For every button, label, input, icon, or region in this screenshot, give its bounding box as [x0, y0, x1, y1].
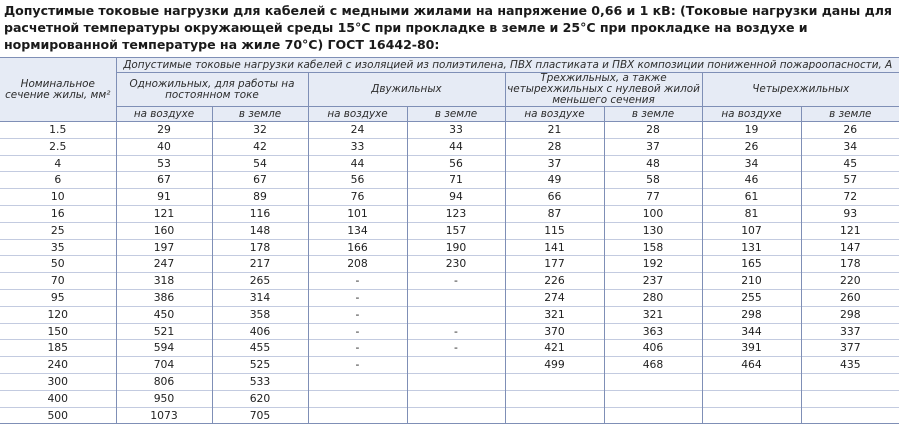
cross-section-cell: 4	[0, 155, 116, 172]
table-row	[0, 289, 899, 306]
current-value-cell	[801, 390, 899, 407]
cross-section-cell: 10	[0, 189, 116, 206]
current-value-cell: 72	[801, 189, 899, 206]
current-value-cell: 91	[116, 189, 212, 206]
current-value-cell: 45	[801, 155, 899, 172]
current-value-cell: 121	[801, 222, 899, 239]
current-value-cell: 255	[702, 289, 801, 306]
current-value-cell: 28	[505, 138, 604, 155]
current-value-cell: 468	[604, 357, 702, 374]
current-value-cell: 178	[801, 256, 899, 273]
current-value-cell: 197	[116, 239, 212, 256]
sub-header-cell: на воздухе	[308, 107, 407, 122]
current-value-cell: 321	[505, 306, 604, 323]
cross-section-cell: 240	[0, 357, 116, 374]
current-value-cell: 57	[801, 172, 899, 189]
current-value-cell: 115	[505, 222, 604, 239]
current-value-cell: 58	[604, 172, 702, 189]
group-header-four-core: Четырехжильных	[702, 73, 899, 107]
table-row	[0, 222, 899, 239]
group-header-three-core: Трехжильных, а также четырехжильных с нулевой жилой меньшего сечения	[505, 73, 702, 107]
current-value-cell: 54	[212, 155, 308, 172]
current-value-cell	[308, 390, 407, 407]
current-value-cell: 42	[212, 138, 308, 155]
current-value-cell: 314	[212, 289, 308, 306]
sub-header-cell: в земле	[407, 107, 505, 122]
current-value-cell: 208	[308, 256, 407, 273]
current-value-cell	[505, 407, 604, 424]
current-value-cell: 386	[116, 289, 212, 306]
table-row	[0, 239, 899, 256]
current-value-cell: 134	[308, 222, 407, 239]
current-value-cell: 21	[505, 122, 604, 139]
current-value-cell: 190	[407, 239, 505, 256]
current-value-cell	[604, 407, 702, 424]
current-value-cell: 158	[604, 239, 702, 256]
current-value-cell: 358	[212, 306, 308, 323]
current-value-cell: 141	[505, 239, 604, 256]
cross-section-cell: 95	[0, 289, 116, 306]
current-value-cell: 620	[212, 390, 308, 407]
current-value-cell	[702, 407, 801, 424]
current-value-cell	[407, 289, 505, 306]
current-value-cell: 178	[212, 239, 308, 256]
current-value-cell: 77	[604, 189, 702, 206]
current-value-cell: 67	[212, 172, 308, 189]
current-value-cell: 40	[116, 138, 212, 155]
sub-header-cell: на воздухе	[116, 107, 212, 122]
cross-section-cell: 50	[0, 256, 116, 273]
current-value-cell: 33	[407, 122, 505, 139]
table-row	[0, 172, 899, 189]
group-header-single-core: Одножильных, для работы на постоянном токе	[116, 73, 308, 107]
current-value-cell: 274	[505, 289, 604, 306]
current-value-cell: 100	[604, 205, 702, 222]
table-row	[0, 189, 899, 206]
current-value-cell: 71	[407, 172, 505, 189]
current-value-cell: 226	[505, 273, 604, 290]
current-value-cell: 121	[116, 205, 212, 222]
current-value-cell	[604, 373, 702, 390]
sub-header-cell: в земле	[604, 107, 702, 122]
current-value-cell: 298	[801, 306, 899, 323]
current-value-cell: 533	[212, 373, 308, 390]
page-title: Допустимые токовые нагрузки для кабелей с медными жилами на напряжение 0,66 и 1 кВ: (Токовые нагрузки даны для расчетной температуры окружающей среды 15°С при прокладке в земле и 25°С при прокладке на воздухе и нормированной температуре на жиле 70°С) ГОСТ 16442-80:	[4, 3, 892, 52]
current-value-cell: 94	[407, 189, 505, 206]
group-header-two-core: Двужильных	[308, 73, 505, 107]
current-value-cell: -	[308, 323, 407, 340]
sub-header-cell: в земле	[212, 107, 308, 122]
current-value-cell: 265	[212, 273, 308, 290]
current-value-cell: 66	[505, 189, 604, 206]
current-value-cell: 177	[505, 256, 604, 273]
cross-section-cell: 500	[0, 407, 116, 424]
table-body	[0, 122, 899, 424]
current-value-cell: -	[407, 340, 505, 357]
current-value-cell: 87	[505, 205, 604, 222]
current-value-cell	[702, 373, 801, 390]
current-value-cell: 26	[801, 122, 899, 139]
table-row	[0, 122, 899, 139]
current-value-cell: 705	[212, 407, 308, 424]
cross-section-cell: 25	[0, 222, 116, 239]
current-value-cell: 192	[604, 256, 702, 273]
current-value-cell: 217	[212, 256, 308, 273]
current-value-cell: 24	[308, 122, 407, 139]
current-value-cell: 594	[116, 340, 212, 357]
cross-section-cell: 2.5	[0, 138, 116, 155]
sub-header-cell: на воздухе	[505, 107, 604, 122]
current-value-cell	[407, 373, 505, 390]
current-value-cell: -	[308, 273, 407, 290]
current-value-cell: 318	[116, 273, 212, 290]
current-value-cell	[505, 390, 604, 407]
table-row	[0, 205, 899, 222]
current-value-cell: 56	[407, 155, 505, 172]
current-value-cell: 165	[702, 256, 801, 273]
current-value-cell: 107	[702, 222, 801, 239]
current-value-cell: 363	[604, 323, 702, 340]
current-value-cell: 44	[308, 155, 407, 172]
current-value-cell: 344	[702, 323, 801, 340]
current-value-cell	[407, 390, 505, 407]
current-value-cell	[801, 407, 899, 424]
current-value-cell: 46	[702, 172, 801, 189]
table-row	[0, 273, 899, 290]
cross-section-cell: 70	[0, 273, 116, 290]
current-value-cell: 44	[407, 138, 505, 155]
current-value-cell: 89	[212, 189, 308, 206]
table-row	[0, 323, 899, 340]
current-value-cell: 260	[801, 289, 899, 306]
cross-section-cell: 185	[0, 340, 116, 357]
current-value-cell: 33	[308, 138, 407, 155]
cross-section-cell: 1.5	[0, 122, 116, 139]
current-value-cell	[801, 373, 899, 390]
cross-section-cell: 6	[0, 172, 116, 189]
table-row	[0, 390, 899, 407]
current-value-cell: 93	[801, 205, 899, 222]
cross-section-cell: 35	[0, 239, 116, 256]
current-value-cell: 525	[212, 357, 308, 374]
current-value-cell: 28	[604, 122, 702, 139]
current-value-cell: 406	[212, 323, 308, 340]
cross-section-cell: 150	[0, 323, 116, 340]
cross-section-cell: 300	[0, 373, 116, 390]
table-row	[0, 155, 899, 172]
current-value-cell: 220	[801, 273, 899, 290]
table-super-header: Допустимые токовые нагрузки кабелей с изоляцией из полиэтилена, ПВХ пластиката и ПВХ композиции пониженной пожароопасности, А	[116, 58, 899, 73]
current-value-cell: 704	[116, 357, 212, 374]
current-value-cell: 147	[801, 239, 899, 256]
table-row	[0, 373, 899, 390]
current-value-cell: -	[308, 340, 407, 357]
sub-header-cell: на воздухе	[702, 107, 801, 122]
current-value-cell: -	[308, 289, 407, 306]
current-value-cell: -	[407, 273, 505, 290]
current-value-cell	[702, 390, 801, 407]
current-value-cell: 455	[212, 340, 308, 357]
current-value-cell	[407, 407, 505, 424]
section-column-header: Номинальное сечение жилы, мм²	[0, 58, 116, 122]
cross-section-cell: 120	[0, 306, 116, 323]
current-value-cell: 148	[212, 222, 308, 239]
current-value-cell: 230	[407, 256, 505, 273]
current-value-cell: 499	[505, 357, 604, 374]
current-value-cell: 116	[212, 205, 308, 222]
current-value-cell: 370	[505, 323, 604, 340]
current-load-table-container	[0, 57, 900, 424]
current-value-cell: 101	[308, 205, 407, 222]
current-value-cell: 406	[604, 340, 702, 357]
current-value-cell: 53	[116, 155, 212, 172]
current-value-cell: 130	[604, 222, 702, 239]
current-value-cell: 521	[116, 323, 212, 340]
current-value-cell: 34	[702, 155, 801, 172]
current-value-cell: -	[407, 323, 505, 340]
current-value-cell: 321	[604, 306, 702, 323]
current-value-cell: 29	[116, 122, 212, 139]
current-load-table	[0, 57, 899, 424]
cross-section-cell: 400	[0, 390, 116, 407]
current-value-cell: 160	[116, 222, 212, 239]
current-value-cell: 34	[801, 138, 899, 155]
table-row	[0, 357, 899, 374]
current-value-cell: 49	[505, 172, 604, 189]
table-row	[0, 340, 899, 357]
current-value-cell: 450	[116, 306, 212, 323]
current-value-cell: 237	[604, 273, 702, 290]
cross-section-cell: 16	[0, 205, 116, 222]
current-value-cell: 48	[604, 155, 702, 172]
current-value-cell: 298	[702, 306, 801, 323]
current-value-cell	[604, 390, 702, 407]
current-value-cell: 391	[702, 340, 801, 357]
current-value-cell: 61	[702, 189, 801, 206]
current-value-cell: 950	[116, 390, 212, 407]
current-value-cell: 32	[212, 122, 308, 139]
table-row	[0, 138, 899, 155]
current-value-cell: 1073	[116, 407, 212, 424]
current-value-cell: 377	[801, 340, 899, 357]
current-value-cell: 123	[407, 205, 505, 222]
current-value-cell: 37	[505, 155, 604, 172]
current-value-cell: 806	[116, 373, 212, 390]
current-value-cell	[308, 407, 407, 424]
sub-header-cell: в земле	[801, 107, 899, 122]
current-value-cell: -	[308, 357, 407, 374]
current-value-cell	[505, 373, 604, 390]
current-value-cell	[407, 357, 505, 374]
current-value-cell: 37	[604, 138, 702, 155]
current-value-cell: 210	[702, 273, 801, 290]
current-value-cell: -	[308, 306, 407, 323]
current-value-cell: 19	[702, 122, 801, 139]
current-value-cell: 421	[505, 340, 604, 357]
current-value-cell: 435	[801, 357, 899, 374]
current-value-cell: 76	[308, 189, 407, 206]
table-row	[0, 306, 899, 323]
current-value-cell	[308, 373, 407, 390]
table-row	[0, 407, 899, 424]
current-value-cell: 26	[702, 138, 801, 155]
current-value-cell: 56	[308, 172, 407, 189]
current-value-cell: 337	[801, 323, 899, 340]
current-value-cell: 247	[116, 256, 212, 273]
current-value-cell: 67	[116, 172, 212, 189]
current-value-cell: 81	[702, 205, 801, 222]
current-value-cell: 131	[702, 239, 801, 256]
current-value-cell: 280	[604, 289, 702, 306]
current-value-cell: 166	[308, 239, 407, 256]
current-value-cell: 157	[407, 222, 505, 239]
current-value-cell	[407, 306, 505, 323]
current-value-cell: 464	[702, 357, 801, 374]
table-row	[0, 256, 899, 273]
